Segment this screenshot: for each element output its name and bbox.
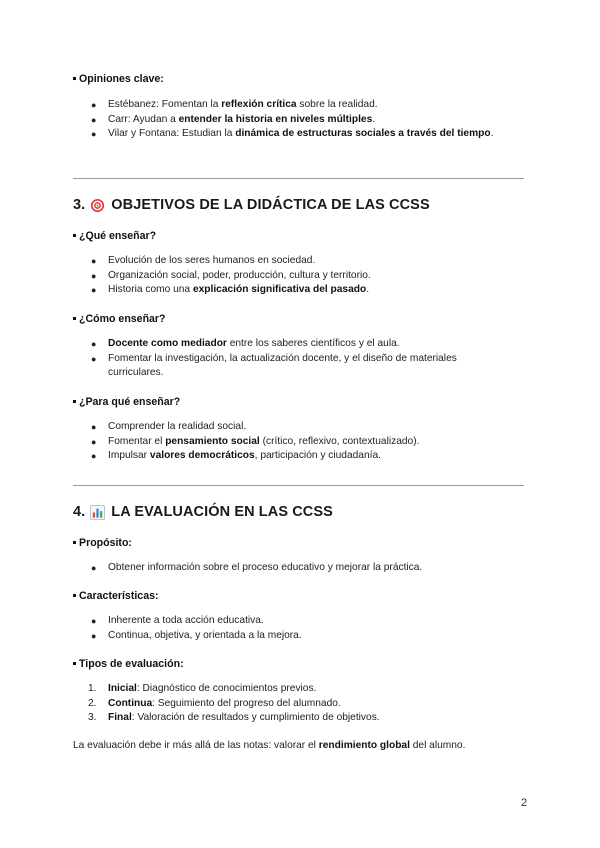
list-item: ● Comprender la realidad social. <box>0 420 600 435</box>
list-item: ● Vilar y Fontana: Estudian la dinámica de estructuras sociales a través del tiempo. <box>0 127 600 142</box>
section-divider <box>73 485 524 486</box>
section-4-heading: 4. LA EVALUACIÓN EN LAS CCSS <box>73 504 333 520</box>
list-item: ● Impulsar valores democráticos, participación y ciudadanía. <box>0 449 600 464</box>
square-bullet-icon <box>73 594 76 597</box>
square-bullet-icon <box>73 77 76 80</box>
bullet-icon: ● <box>91 616 97 626</box>
list-item: ● Fomentar el pensamiento social (crítico, reflexivo, contextualizado). <box>0 435 600 450</box>
list-item: ● Carr: Ayudan a entender la historia en niveles múltiples. <box>0 113 600 128</box>
bullet-icon: ● <box>91 451 97 462</box>
bullet-icon: ● <box>91 563 97 573</box>
list-item: 3. Final: Valoración de resultados y cumplimiento de objetivos. <box>88 712 380 724</box>
list-item: 2. Continua: Seguimiento del progreso del alumnado. <box>88 697 341 709</box>
caracteristicas-list <box>0 614 600 643</box>
list-item: ● Inherente a toda acción educativa. <box>0 614 600 629</box>
bar-chart-icon <box>90 505 105 520</box>
list-item: ● Evolución de los seres humanos en sociedad. <box>0 254 600 269</box>
opiniones-list <box>0 98 600 142</box>
tipos-evaluacion-label: Tipos de evaluación: <box>73 658 184 670</box>
caracteristicas-label: Características: <box>73 590 159 602</box>
proposito-list <box>0 561 600 576</box>
bullet-icon: ● <box>91 100 97 110</box>
bullet-icon: ● <box>91 630 97 641</box>
list-item: ● Docente como mediador entre los saberes científicos y el aula. <box>0 337 600 352</box>
square-bullet-icon <box>73 662 76 665</box>
square-bullet-icon <box>73 541 76 544</box>
bullet-icon: ● <box>91 270 97 281</box>
bullet-icon: ● <box>91 285 97 296</box>
section-divider <box>73 178 524 179</box>
bullet-icon: ● <box>91 256 97 266</box>
bullet-icon: ● <box>91 129 97 140</box>
como-ensenar-label: ¿Cómo enseñar? <box>73 313 166 325</box>
para-que-ensenar-label: ¿Para qué enseñar? <box>73 396 180 408</box>
como-ensenar-list <box>0 337 600 381</box>
page-number: 2 <box>521 797 528 809</box>
list-item: ● Estébanez: Fomentan la reflexión crítica sobre la realidad. <box>0 98 600 113</box>
list-item: ● Organización social, poder, producción, cultura y territorio. <box>0 269 600 284</box>
opiniones-label: Opiniones clave: <box>73 73 164 85</box>
bullet-icon: ● <box>91 339 97 349</box>
list-item: ● Continua, objetiva, y orientada a la mejora. <box>0 629 600 644</box>
target-icon <box>90 198 105 213</box>
bullet-icon: ● <box>91 436 97 447</box>
square-bullet-icon <box>73 234 76 237</box>
closing-paragraph: La evaluación debe ir más allá de las notas: valorar el rendimiento global del alumno. <box>73 740 466 751</box>
bullet-icon: ● <box>91 353 97 364</box>
list-item: ● Fomentar la investigación, la actualización docente, y el diseño de materiales curriculares. <box>91 352 457 379</box>
tipos-evaluacion-list <box>0 682 600 726</box>
que-ensenar-list <box>0 254 600 298</box>
list-item: ● Historia como una explicación significativa del pasado. <box>0 283 600 298</box>
section-3-heading: 3. OBJETIVOS DE LA DIDÁCTICA DE LAS CCSS <box>73 197 430 213</box>
list-item: 1. Inicial: Diagnóstico de conocimientos previos. <box>88 683 317 694</box>
proposito-label: Propósito: <box>73 537 132 549</box>
bullet-icon: ● <box>91 422 97 432</box>
list-item: ● Obtener información sobre el proceso educativo y mejorar la práctica. <box>0 561 600 576</box>
square-bullet-icon <box>73 317 76 320</box>
bullet-icon: ● <box>91 114 97 125</box>
que-ensenar-label: ¿Qué enseñar? <box>73 230 156 242</box>
square-bullet-icon <box>73 400 76 403</box>
para-que-ensenar-list <box>0 420 600 464</box>
